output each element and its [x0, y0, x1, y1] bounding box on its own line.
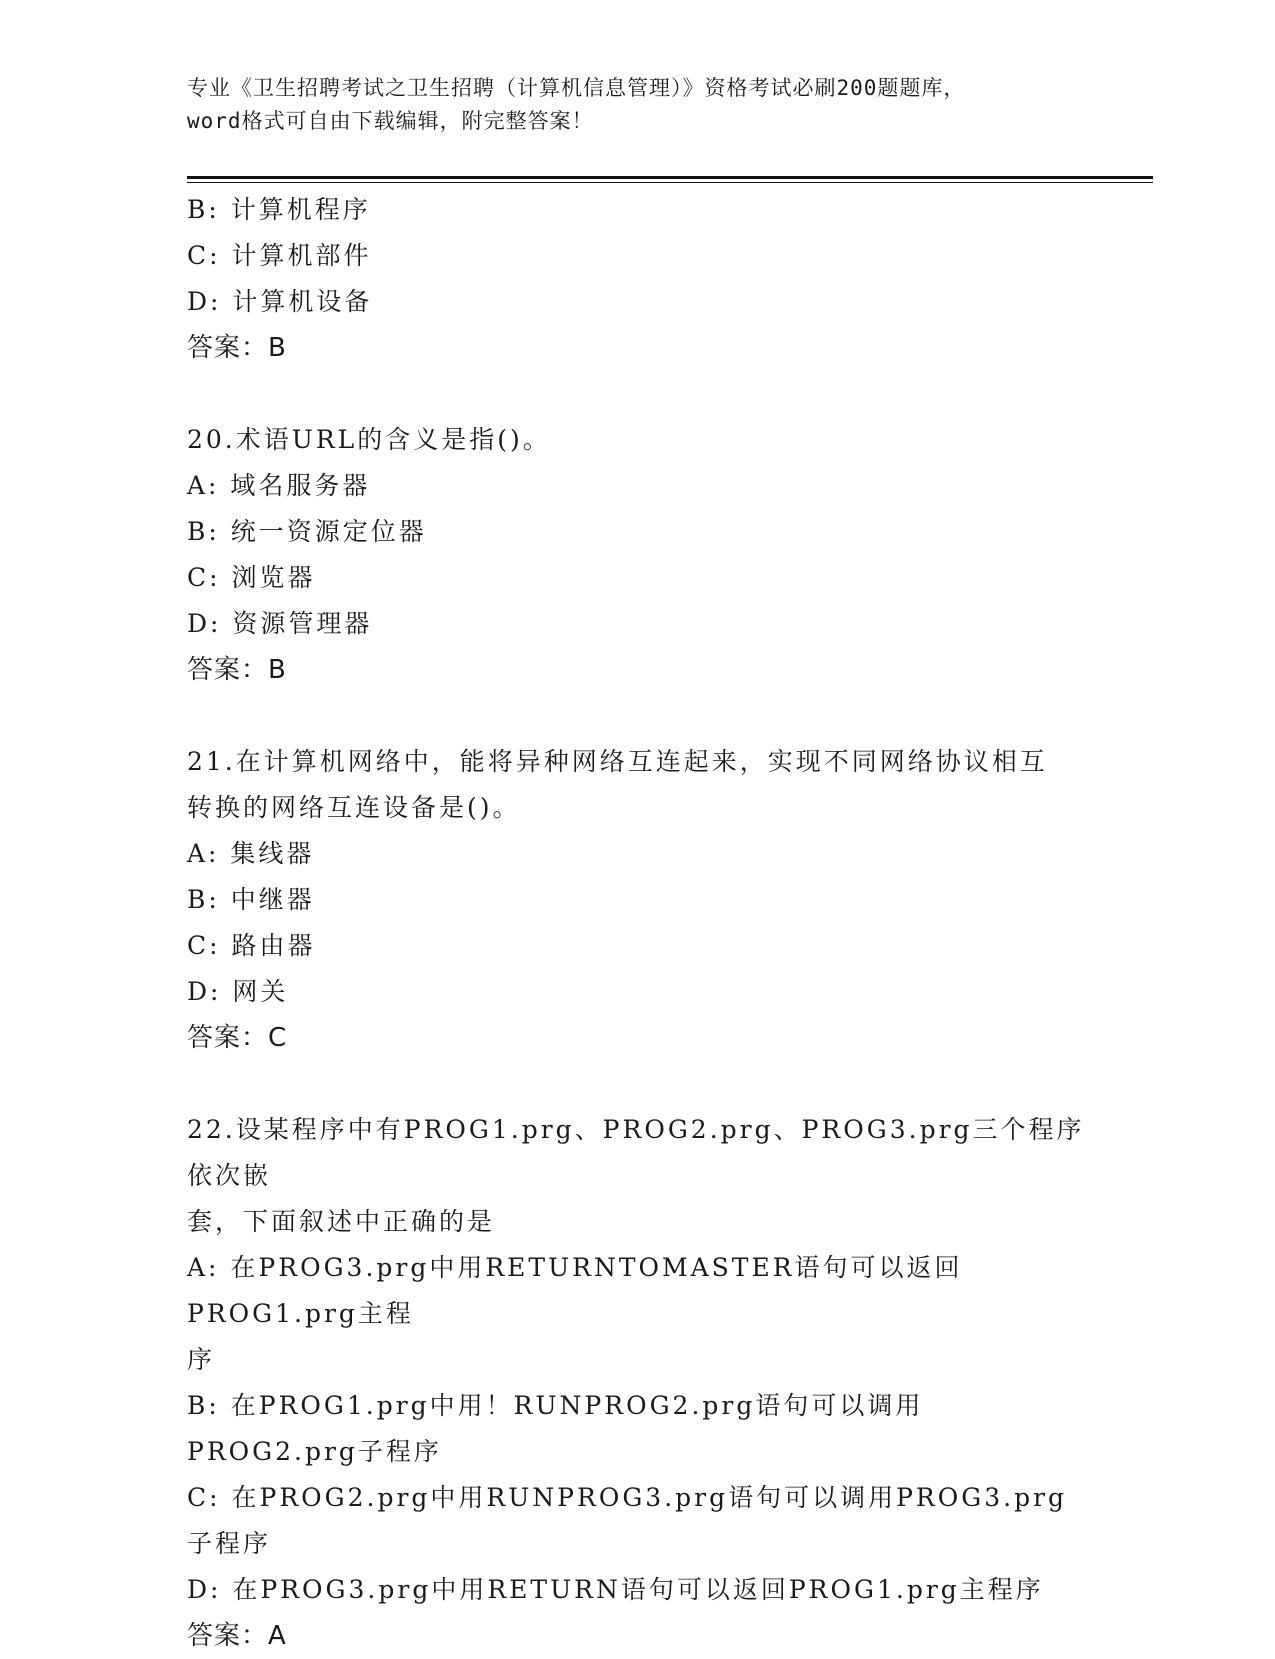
option-a: A: 在PROG3.prg中用RETURNTOMASTER语句可以返回PROG1.prg主程 [187, 1253, 963, 1328]
question-text: 20.术语URL的含义是指()。 [187, 425, 551, 454]
question-text-continued: 套，下面叙述中正确的是 [187, 1207, 496, 1236]
answer-line: 答案：C [187, 1023, 288, 1053]
option-d: D: 计算机设备 [187, 287, 373, 316]
header-line-1: 专业《卫生招聘考试之卫生招聘（计算机信息管理）》资格考试必刷200题题库， [187, 76, 966, 100]
option-b: B: 在PROG1.prg中用！RUNPROG2.prg语句可以调用PROG2.prg子程序 [187, 1391, 924, 1466]
option-c: C: 路由器 [187, 931, 316, 960]
question-text: 22.设某程序中有PROG1.prg、PROG2.prg、PROG3.prg三个程序依次嵌 [187, 1115, 1085, 1190]
document-body [187, 187, 1087, 1659]
option-c: C: 在PROG2.prg中用RUNPROG3.prg语句可以调用PROG3.prg子程序 [187, 1483, 1068, 1558]
spacer [187, 1061, 1087, 1107]
question-text-continued: 转换的网络互连设备是()。 [187, 793, 521, 822]
spacer [187, 693, 1087, 739]
option-b: B: 计算机程序 [187, 195, 371, 224]
option-c: C: 计算机部件 [187, 241, 372, 270]
question-block-21 [187, 739, 1087, 1061]
option-a-continued: 序 [187, 1345, 216, 1374]
header-divider-thin [187, 182, 1153, 183]
document-header [187, 72, 1087, 138]
question-block-19 [187, 187, 1087, 371]
answer-line: 答案：A [187, 1621, 287, 1651]
option-b: B: 统一资源定位器 [187, 517, 427, 546]
answer-line: 答案：B [187, 333, 287, 363]
option-b: B: 中继器 [187, 885, 315, 914]
option-d: D: 网关 [187, 977, 289, 1006]
option-c: C: 浏览器 [187, 563, 316, 592]
option-a: A: 域名服务器 [187, 471, 371, 500]
header-divider-thick [187, 176, 1153, 179]
answer-line: 答案：B [187, 655, 287, 685]
option-a: A: 集线器 [187, 839, 315, 868]
spacer [187, 371, 1087, 417]
question-text: 21.在计算机网络中，能将异种网络互连起来，实现不同网络协议相互 [187, 747, 1048, 776]
header-line-2: word格式可自由下载编辑，附完整答案！ [187, 109, 594, 133]
option-d: D: 资源管理器 [187, 609, 373, 638]
question-block-20 [187, 417, 1087, 693]
question-block-22 [187, 1107, 1087, 1659]
option-d: D: 在PROG3.prg中用RETURN语句可以返回PROG1.prg主程序 [187, 1575, 1044, 1604]
